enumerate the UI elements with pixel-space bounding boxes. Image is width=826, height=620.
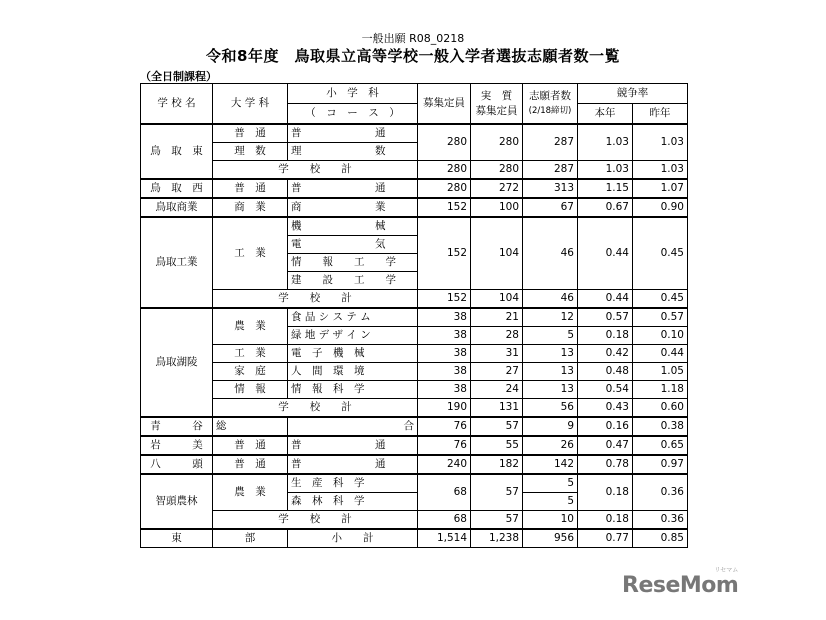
capacity-cell: 38 — [418, 381, 471, 399]
subtotal-label: 学 校 計 — [213, 399, 418, 418]
subtotal-label: 学 校 計 — [213, 290, 418, 309]
table-row — [141, 436, 688, 455]
subdepartment: 建 設 工 学 — [288, 272, 418, 290]
total-label: 小 計 — [288, 529, 418, 548]
subdepartment: 電 気 — [288, 236, 418, 254]
ratio-last-cell: 0.60 — [633, 399, 688, 418]
actual-capacity-cell: 55 — [471, 436, 523, 455]
ratio-this-cell: 0.44 — [578, 290, 633, 309]
subtotal-row — [141, 399, 688, 418]
subtotal-label: 学 校 計 — [213, 511, 418, 530]
table-row — [141, 345, 688, 363]
table-row — [141, 455, 688, 474]
document-code: 一般出願 R08_0218 — [361, 32, 465, 45]
header-ratio-this-year: 本年 — [578, 104, 633, 125]
course-label: （全日制課程） — [140, 70, 217, 83]
ratio-last-cell: 0.38 — [633, 417, 688, 436]
applicants-cell: 287 — [523, 124, 578, 161]
header-actual-line1: 実 質 — [480, 89, 513, 102]
capacity-cell: 38 — [418, 345, 471, 363]
header-deadline: (2/18締切) — [528, 105, 572, 116]
school-name: 鳥 取 西 — [141, 179, 213, 198]
department: 情 報 — [213, 381, 288, 399]
ratio-last-cell: 0.36 — [633, 511, 688, 530]
ratio-this-cell: 0.54 — [578, 381, 633, 399]
capacity-cell: 76 — [418, 436, 471, 455]
capacity-cell: 280 — [418, 179, 471, 198]
actual-capacity-cell: 27 — [471, 363, 523, 381]
school-name: 鳥 取 東 — [141, 124, 213, 179]
ratio-last-cell: 0.85 — [633, 529, 688, 548]
table-row — [141, 217, 688, 236]
applicants-cell: 13 — [523, 345, 578, 363]
school-name: 鳥取商業 — [141, 198, 213, 217]
capacity-cell: 152 — [418, 290, 471, 309]
ratio-this-cell: 0.42 — [578, 345, 633, 363]
page-title: 令和8年度 鳥取県立高等学校一般入学者選抜志願者数一覧 — [206, 47, 620, 65]
actual-capacity-cell: 28 — [471, 327, 523, 345]
table-row — [141, 179, 688, 198]
ratio-last-cell: 0.90 — [633, 198, 688, 217]
school-name: 智頭農林 — [141, 474, 213, 529]
total-row — [141, 529, 688, 548]
actual-capacity-cell: 272 — [471, 179, 523, 198]
table-row — [141, 198, 688, 217]
ratio-last-cell: 0.44 — [633, 345, 688, 363]
applicants-cell: 5 — [523, 474, 578, 493]
ratio-this-cell: 0.48 — [578, 363, 633, 381]
department: 商 業 — [213, 198, 288, 217]
capacity-cell: 68 — [418, 474, 471, 511]
applicants-cell: 9 — [523, 417, 578, 436]
ratio-this-cell: 0.43 — [578, 399, 633, 418]
subtotal-label: 学 校 計 — [213, 161, 418, 180]
subtotal-row — [141, 290, 688, 309]
resemom-logo — [622, 567, 739, 598]
ratio-last-cell: 0.10 — [633, 327, 688, 345]
actual-capacity-cell: 182 — [471, 455, 523, 474]
department: 理 数 — [213, 143, 288, 161]
applicants-cell: 287 — [523, 161, 578, 180]
ratio-this-cell: 1.03 — [578, 124, 633, 161]
header-subdept: 小 学 科 — [288, 84, 418, 104]
applicants-cell: 142 — [523, 455, 578, 474]
applicants-cell: 13 — [523, 381, 578, 399]
table-row — [141, 381, 688, 399]
capacity-cell: 280 — [418, 124, 471, 161]
ratio-this-cell: 0.16 — [578, 417, 633, 436]
table-row — [141, 363, 688, 381]
ratio-this-cell: 0.77 — [578, 529, 633, 548]
subdepartment: 普 通 — [288, 436, 418, 455]
department: 普 通 — [213, 436, 288, 455]
subdepartment: 情 報 科 学 — [288, 381, 418, 399]
department: 普 通 — [213, 124, 288, 143]
ratio-last-cell: 1.18 — [633, 381, 688, 399]
actual-capacity-cell: 100 — [471, 198, 523, 217]
department: 農 業 — [213, 474, 288, 511]
brand-text: ReseMom — [622, 573, 739, 598]
capacity-cell: 38 — [418, 308, 471, 327]
header-capacity: 募集定員 — [418, 84, 471, 125]
capacity-cell: 152 — [418, 198, 471, 217]
applicants-cell: 956 — [523, 529, 578, 548]
ratio-this-cell: 0.44 — [578, 217, 633, 290]
ratio-last-cell: 1.03 — [633, 124, 688, 161]
school-name: 鳥取湖陵 — [141, 308, 213, 417]
header-school: 学 校 名 — [141, 84, 213, 125]
capacity-cell: 190 — [418, 399, 471, 418]
capacity-cell: 76 — [418, 417, 471, 436]
ratio-last-cell: 0.45 — [633, 217, 688, 290]
department: 普 通 — [213, 179, 288, 198]
header-ratio: 競争率 — [578, 84, 688, 104]
subdepartment: 普 通 — [288, 124, 418, 143]
ratio-last-cell: 1.07 — [633, 179, 688, 198]
department: 工 業 — [213, 217, 288, 290]
subdepartment: 緑 地 デ ザ イ ン — [288, 327, 418, 345]
subdepartment: 食 品 シ ス テ ム — [288, 308, 418, 327]
actual-capacity-cell: 280 — [471, 161, 523, 180]
department: 農 業 — [213, 308, 288, 345]
subtotal-row — [141, 511, 688, 530]
school-name: 鳥取工業 — [141, 217, 213, 308]
subtotal-row — [141, 161, 688, 180]
subdepartment: 森 林 科 学 — [288, 493, 418, 511]
actual-capacity-cell: 1,238 — [471, 529, 523, 548]
actual-capacity-cell: 104 — [471, 290, 523, 309]
applicants-cell: 13 — [523, 363, 578, 381]
actual-capacity-cell: 104 — [471, 217, 523, 290]
ratio-last-cell: 0.57 — [633, 308, 688, 327]
actual-capacity-cell: 21 — [471, 308, 523, 327]
subdepartment: 普 通 — [288, 179, 418, 198]
actual-capacity-cell: 131 — [471, 399, 523, 418]
ratio-this-cell: 0.78 — [578, 455, 633, 474]
capacity-cell: 152 — [418, 217, 471, 290]
applicants-cell: 26 — [523, 436, 578, 455]
header-course: （ コ ー ス ） — [288, 104, 418, 125]
capacity-cell: 240 — [418, 455, 471, 474]
table-row — [141, 124, 688, 143]
applicants-cell: 67 — [523, 198, 578, 217]
header-applicants-line1: 志願者数 — [529, 89, 571, 102]
header-actual-line2: 募集定員 — [475, 104, 518, 117]
actual-capacity-cell: 24 — [471, 381, 523, 399]
actual-capacity-cell: 57 — [471, 511, 523, 530]
header-department: 大 学 科 — [213, 84, 288, 125]
ratio-this-cell: 0.18 — [578, 327, 633, 345]
applicants-cell: 56 — [523, 399, 578, 418]
applicants-cell: 46 — [523, 217, 578, 290]
applicants-cell: 5 — [523, 327, 578, 345]
region-label-right: 部 — [213, 529, 288, 548]
ratio-this-cell: 0.18 — [578, 511, 633, 530]
subdepartment: 普 通 — [288, 455, 418, 474]
header-applicants — [523, 84, 578, 125]
department: 総 — [213, 417, 288, 436]
brand-ruby: リセマム — [714, 567, 739, 574]
school-name: 岩 美 — [141, 436, 213, 455]
ratio-last-cell: 0.97 — [633, 455, 688, 474]
applicants-table — [140, 83, 688, 548]
ratio-this-cell: 0.57 — [578, 308, 633, 327]
subdepartment: 生 産 科 学 — [288, 474, 418, 493]
ratio-this-cell: 0.67 — [578, 198, 633, 217]
actual-capacity-cell: 57 — [471, 417, 523, 436]
subdepartment: 機 械 — [288, 217, 418, 236]
table-row — [141, 417, 688, 436]
capacity-cell: 1,514 — [418, 529, 471, 548]
applicants-cell: 10 — [523, 511, 578, 530]
capacity-cell: 68 — [418, 511, 471, 530]
ratio-this-cell: 1.03 — [578, 161, 633, 180]
department: 普 通 — [213, 455, 288, 474]
ratio-this-cell: 0.18 — [578, 474, 633, 511]
subdepartment: 人 間 環 境 — [288, 363, 418, 381]
ratio-this-cell: 0.47 — [578, 436, 633, 455]
capacity-cell: 38 — [418, 327, 471, 345]
header-actual-capacity — [471, 84, 523, 125]
ratio-last-cell: 0.36 — [633, 474, 688, 511]
ratio-last-cell: 1.05 — [633, 363, 688, 381]
table-row — [141, 308, 688, 327]
table-row — [141, 474, 688, 493]
region-label-left: 東 — [141, 529, 213, 548]
ratio-last-cell: 1.03 — [633, 161, 688, 180]
ratio-this-cell: 1.15 — [578, 179, 633, 198]
school-name: 八 頭 — [141, 455, 213, 474]
applicants-cell: 313 — [523, 179, 578, 198]
subdepartment: 合 — [288, 417, 418, 436]
subdepartment: 商 業 — [288, 198, 418, 217]
ratio-last-cell: 0.45 — [633, 290, 688, 309]
applicants-cell: 12 — [523, 308, 578, 327]
applicants-cell: 46 — [523, 290, 578, 309]
applicants-cell: 5 — [523, 493, 578, 511]
school-name: 青 谷 — [141, 417, 213, 436]
actual-capacity-cell: 57 — [471, 474, 523, 511]
capacity-cell: 280 — [418, 161, 471, 180]
actual-capacity-cell: 31 — [471, 345, 523, 363]
department: 家 庭 — [213, 363, 288, 381]
subdepartment: 情 報 工 学 — [288, 254, 418, 272]
actual-capacity-cell: 280 — [471, 124, 523, 161]
capacity-cell: 38 — [418, 363, 471, 381]
department: 工 業 — [213, 345, 288, 363]
header-ratio-last-year: 昨年 — [633, 104, 688, 125]
subdepartment: 理 数 — [288, 143, 418, 161]
ratio-last-cell: 0.65 — [633, 436, 688, 455]
subdepartment: 電 子 機 械 — [288, 345, 418, 363]
